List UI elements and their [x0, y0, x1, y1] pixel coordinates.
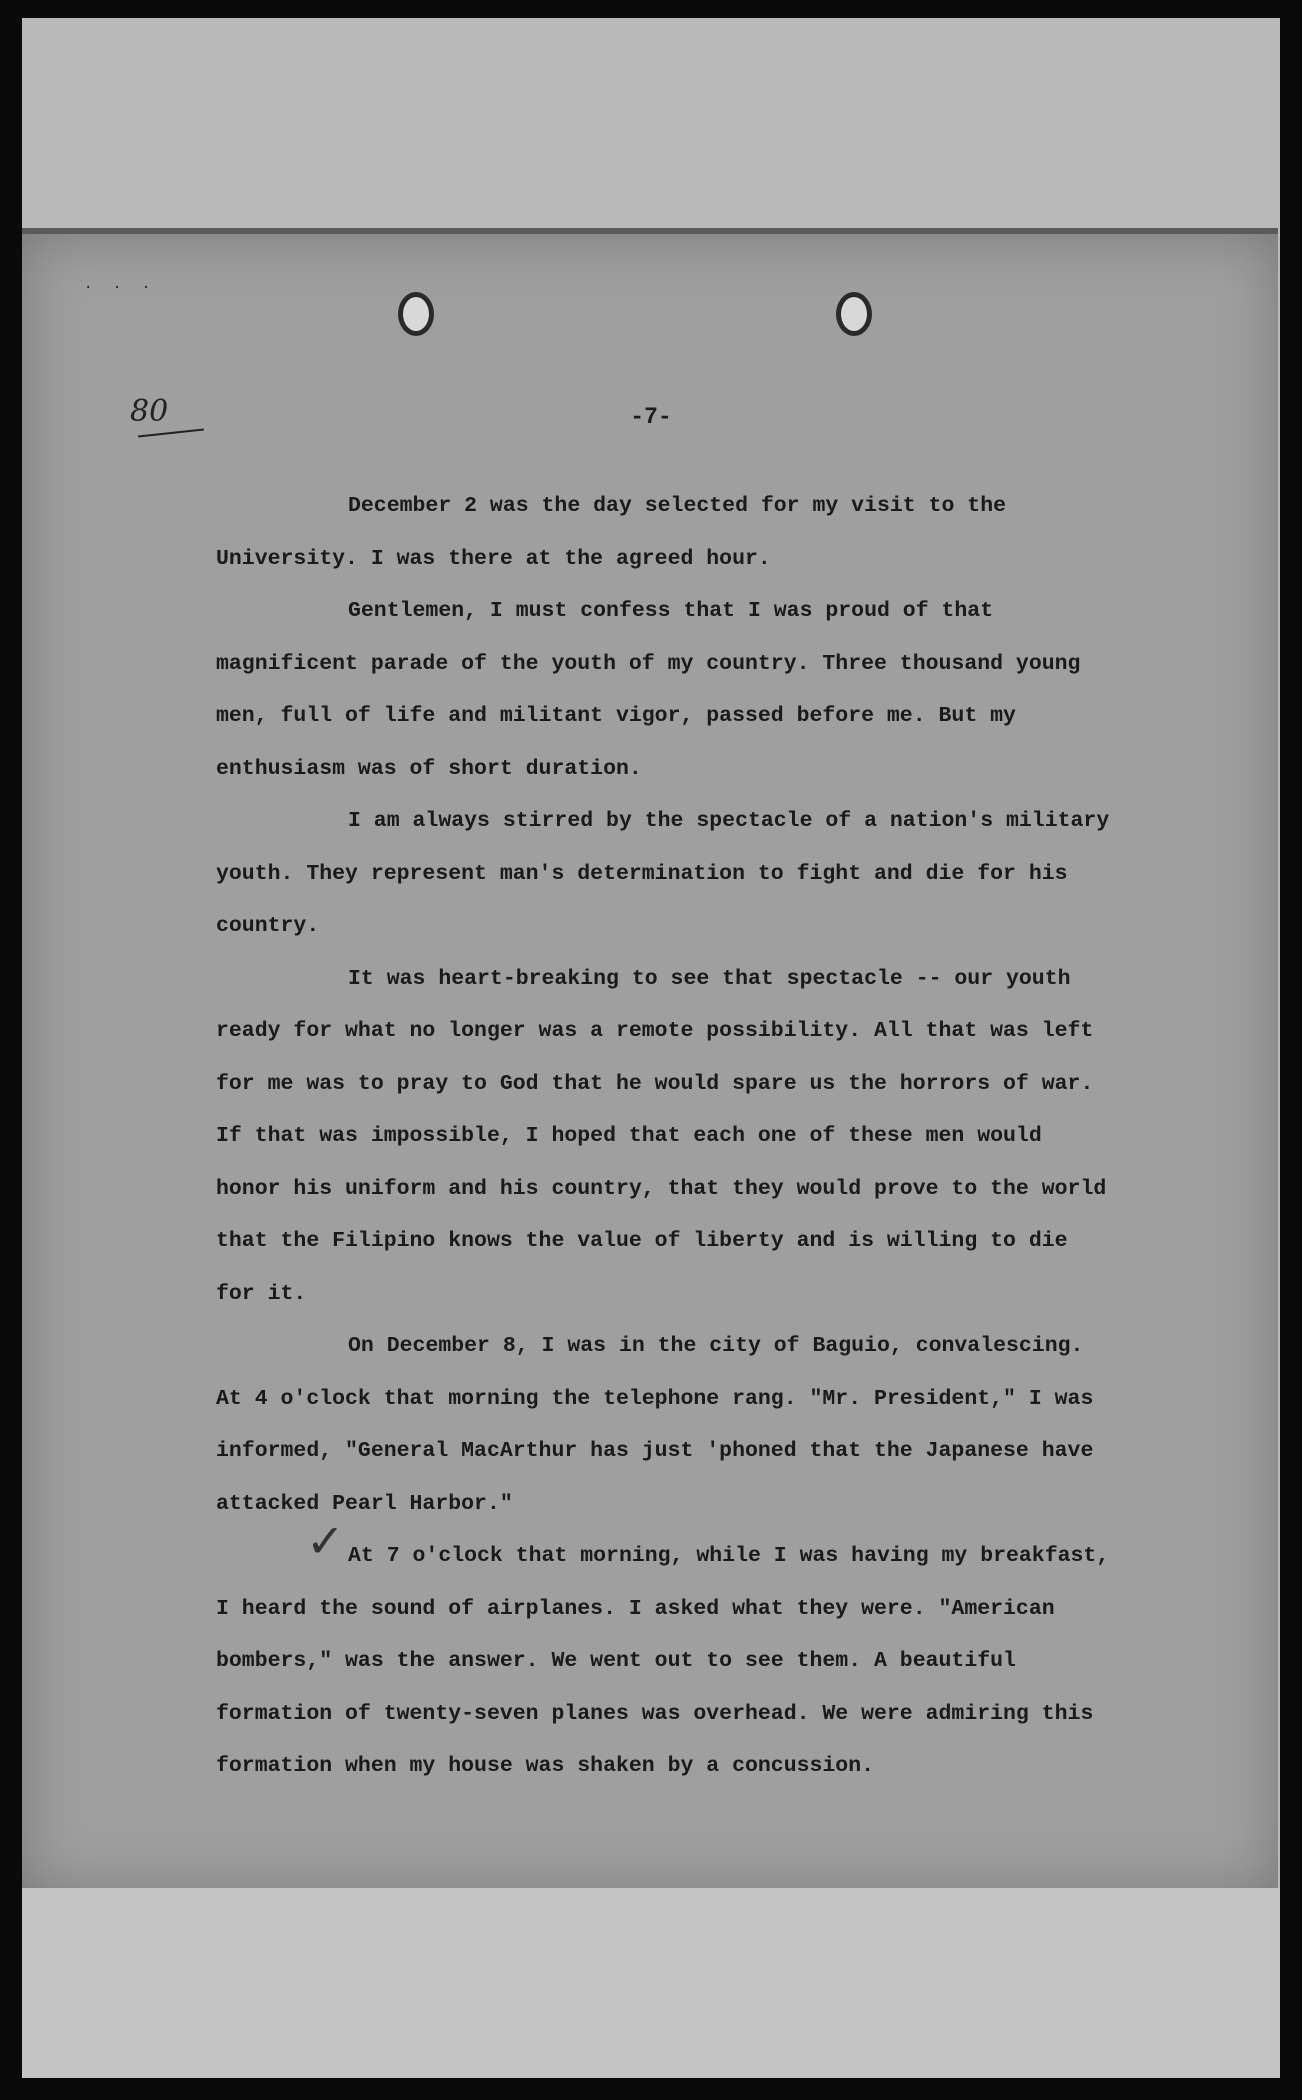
backing-sheet-bottom [22, 1888, 1280, 2078]
paragraph: Gentlemen, I must confess that I was proud of that magnificent parade of the youth of my country. Three thousand young men, full of life and militant vigor, passed before me. But my enthusiasm was of short duration. [216, 599, 1081, 781]
stray-marks: · · · [84, 280, 157, 296]
page-number: -7- [630, 404, 672, 430]
punch-hole-left [398, 292, 434, 336]
check-mark-icon: ✓ [306, 1514, 345, 1568]
body-text [216, 480, 1116, 1793]
paragraph: I am always stirred by the spectacle of a nation's military youth. They represent man's determination to fight and die for his country. [216, 809, 1110, 938]
punch-hole-right [836, 292, 872, 336]
paragraph: December 2 was the day selected for my visit to the University. I was there at the agreed hour. [216, 494, 1007, 571]
paragraph: On December 8, I was in the city of Baguio, convalescing. At 4 o'clock that morning the telephone rang. "Mr. President," I was informed, "General MacArthur has just 'phoned that the Japanese have attacked Pearl Harbor." [216, 1334, 1094, 1516]
paragraph: At 7 o'clock that morning, while I was having my breakfast, I heard the sound of airplanes. I asked what they were. "American bombers," was the answer. We went out to see them. A beautiful formation of twenty-seven planes was overhead. We were admiring this formation when my house was shaken by a concussion. [216, 1544, 1110, 1778]
handwritten-folio-number: 80 [130, 394, 169, 429]
paragraph: It was heart-breaking to see that spectacle -- our youth ready for what no longer was a remote possibility. All that was left for me was to pray to God that he would spare us the horrors of war. If that was impossible, I hoped that each one of these men would honor his uniform and his country, that they would prove to the world that the Filipino knows the value of liberty and is willing to die for it. [216, 966, 1107, 1306]
